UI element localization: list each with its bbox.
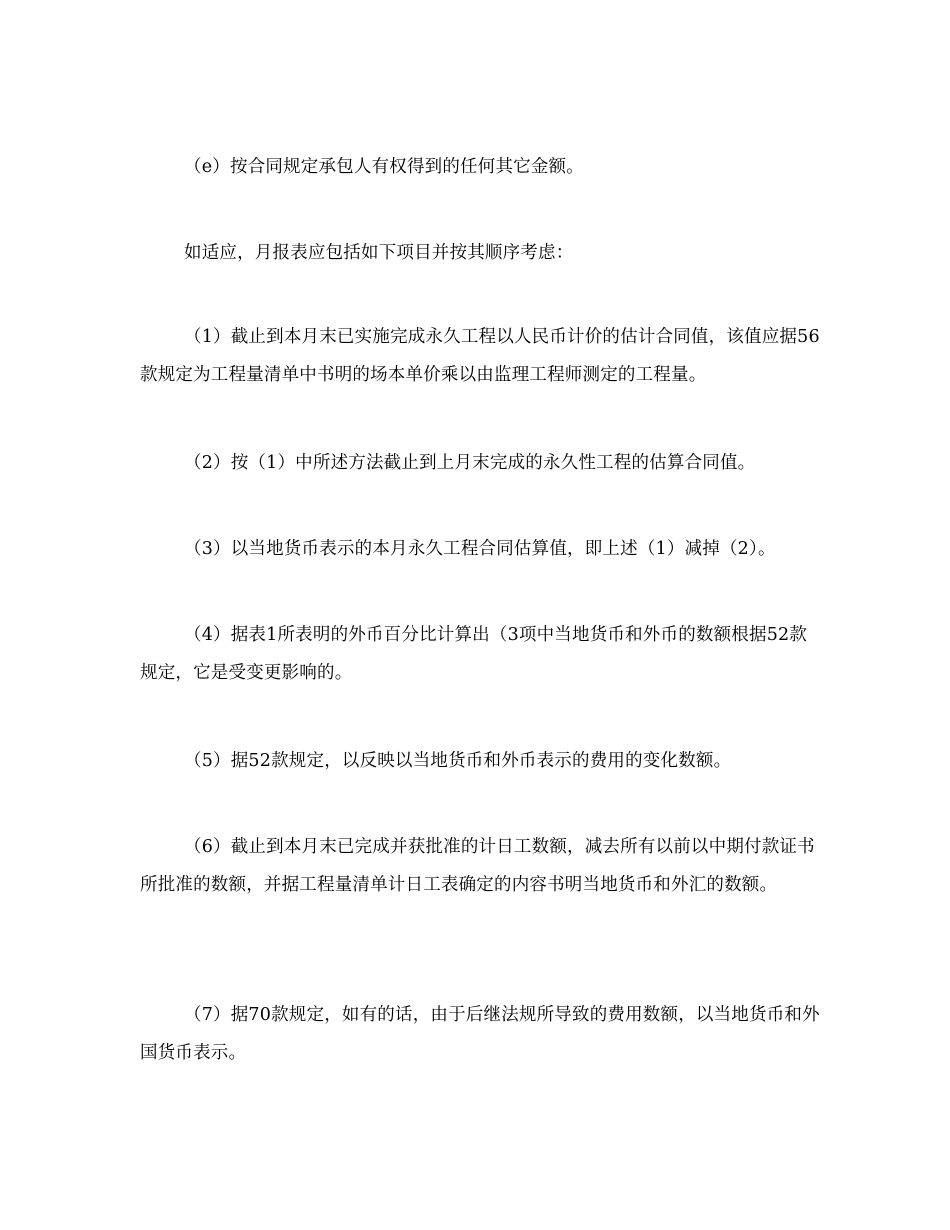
paragraph-monthly-report-intro: 如适应，月报表应包括如下项目并按其顺序考虑： bbox=[184, 243, 574, 263]
paragraph-item-5: （5）据52款规定，以反映以当地货币和外币表示的费用的变化数额。 bbox=[184, 751, 732, 771]
paragraph-item-1: （1）截止到本月末已实施完成永久工程以人民币计价的估计合同值，该值应据56款规定为工程量清单中书明的场本单价乘以由监理工程师测定的工程量。 bbox=[140, 327, 820, 385]
paragraph-item-7: （7）据70款规定，如有的话，由于后继法规所导致的费用数额，以当地货币和外国货币表示。 bbox=[140, 1005, 820, 1063]
paragraph-item-6: （6）截止到本月末已完成并获批准的计日工数额，减去所有以前以中期付款证书所批准的数额，并据工程量清单计日工表确定的内容书明当地货币和外汇的数额。 bbox=[140, 837, 815, 895]
paragraph-e-other-amounts: （e）按合同规定承包人有权得到的任何其它金额。 bbox=[184, 157, 584, 177]
paragraph-item-3: （3）以当地货币表示的本月永久工程合同估算值，即上述（1）减掉（2）。 bbox=[184, 539, 776, 559]
paragraph-item-2: （2）按（1）中所述方法截止到上月末完成的永久性工程的估算合同值。 bbox=[184, 453, 756, 473]
paragraph-item-4: （4）据表1所表明的外币百分比计算出（3项中当地货币和外币的数额根据52款规定，它是受变更影响的。 bbox=[140, 625, 808, 683]
